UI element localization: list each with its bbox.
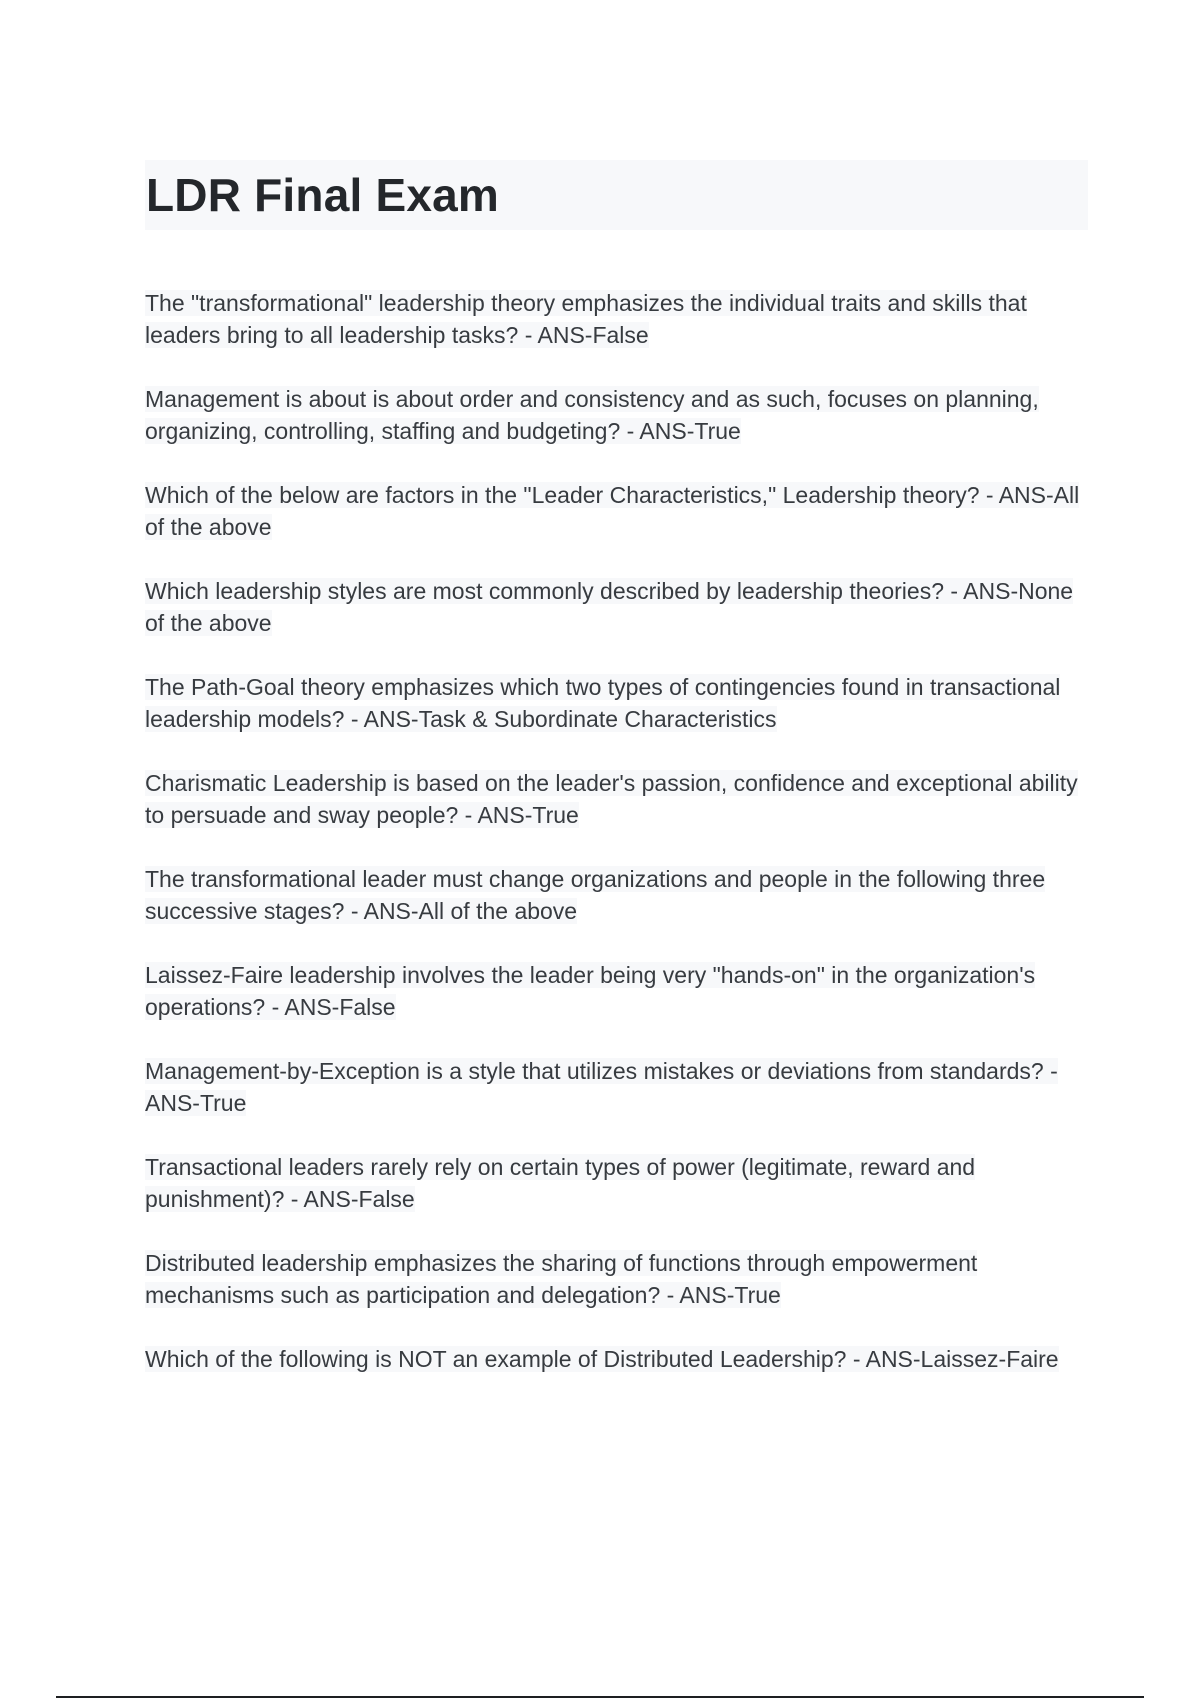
question-item (145, 767, 1095, 831)
question-text: Which of the following is NOT an example of Distributed Leadership? - ANS-Laissez-Faire (145, 1346, 1059, 1372)
question-item (145, 479, 1095, 543)
question-text: Transactional leaders rarely rely on certain types of power (legitimate, reward and punishment)? - ANS-False (145, 1154, 976, 1212)
question-text: Management-by-Exception is a style that utilizes mistakes or deviations from standards? - ANS-True (145, 1058, 1058, 1116)
question-item (145, 287, 1095, 351)
question-text: The "transformational" leadership theory emphasizes the individual traits and skills that leaders bring to all leadership tasks? - ANS-False (145, 290, 1027, 348)
question-text: Which of the below are factors in the "Leader Characteristics," Leadership theory? - ANS-All of the above (145, 482, 1080, 540)
question-item (145, 1151, 1095, 1215)
question-item (145, 1247, 1095, 1311)
question-item (145, 671, 1095, 735)
question-text: The Path-Goal theory emphasizes which two types of contingencies found in transactional leadership models? - ANS-Task & Subordinate Characteristics (145, 674, 1061, 732)
question-list (145, 287, 1095, 1407)
document-title: LDR Final Exam (146, 169, 499, 221)
question-text: Charismatic Leadership is based on the leader's passion, confidence and exceptional ability to persuade and sway people? - ANS-True (145, 770, 1078, 828)
question-text: Management is about is about order and consistency and as such, focuses on planning, organizing, controlling, staffing and budgeting? - ANS-True (145, 386, 1039, 444)
question-item (145, 383, 1095, 447)
question-item (145, 1055, 1095, 1119)
question-item (145, 959, 1095, 1023)
question-text: Laissez-Faire leadership involves the leader being very "hands-on" in the organization's operations? - ANS-False (145, 962, 1036, 1020)
question-item (145, 863, 1095, 927)
question-item (145, 575, 1095, 639)
question-text: Which leadership styles are most commonly described by leadership theories? - ANS-None of the above (145, 578, 1074, 636)
question-text: The transformational leader must change organizations and people in the following three successive stages? - ANS-All of the above (145, 866, 1046, 924)
question-text: Distributed leadership emphasizes the sharing of functions through empowerment mechanisms such as participation and delegation? - ANS-True (145, 1250, 978, 1308)
question-item (145, 1343, 1095, 1375)
footer-divider (56, 1696, 1144, 1698)
